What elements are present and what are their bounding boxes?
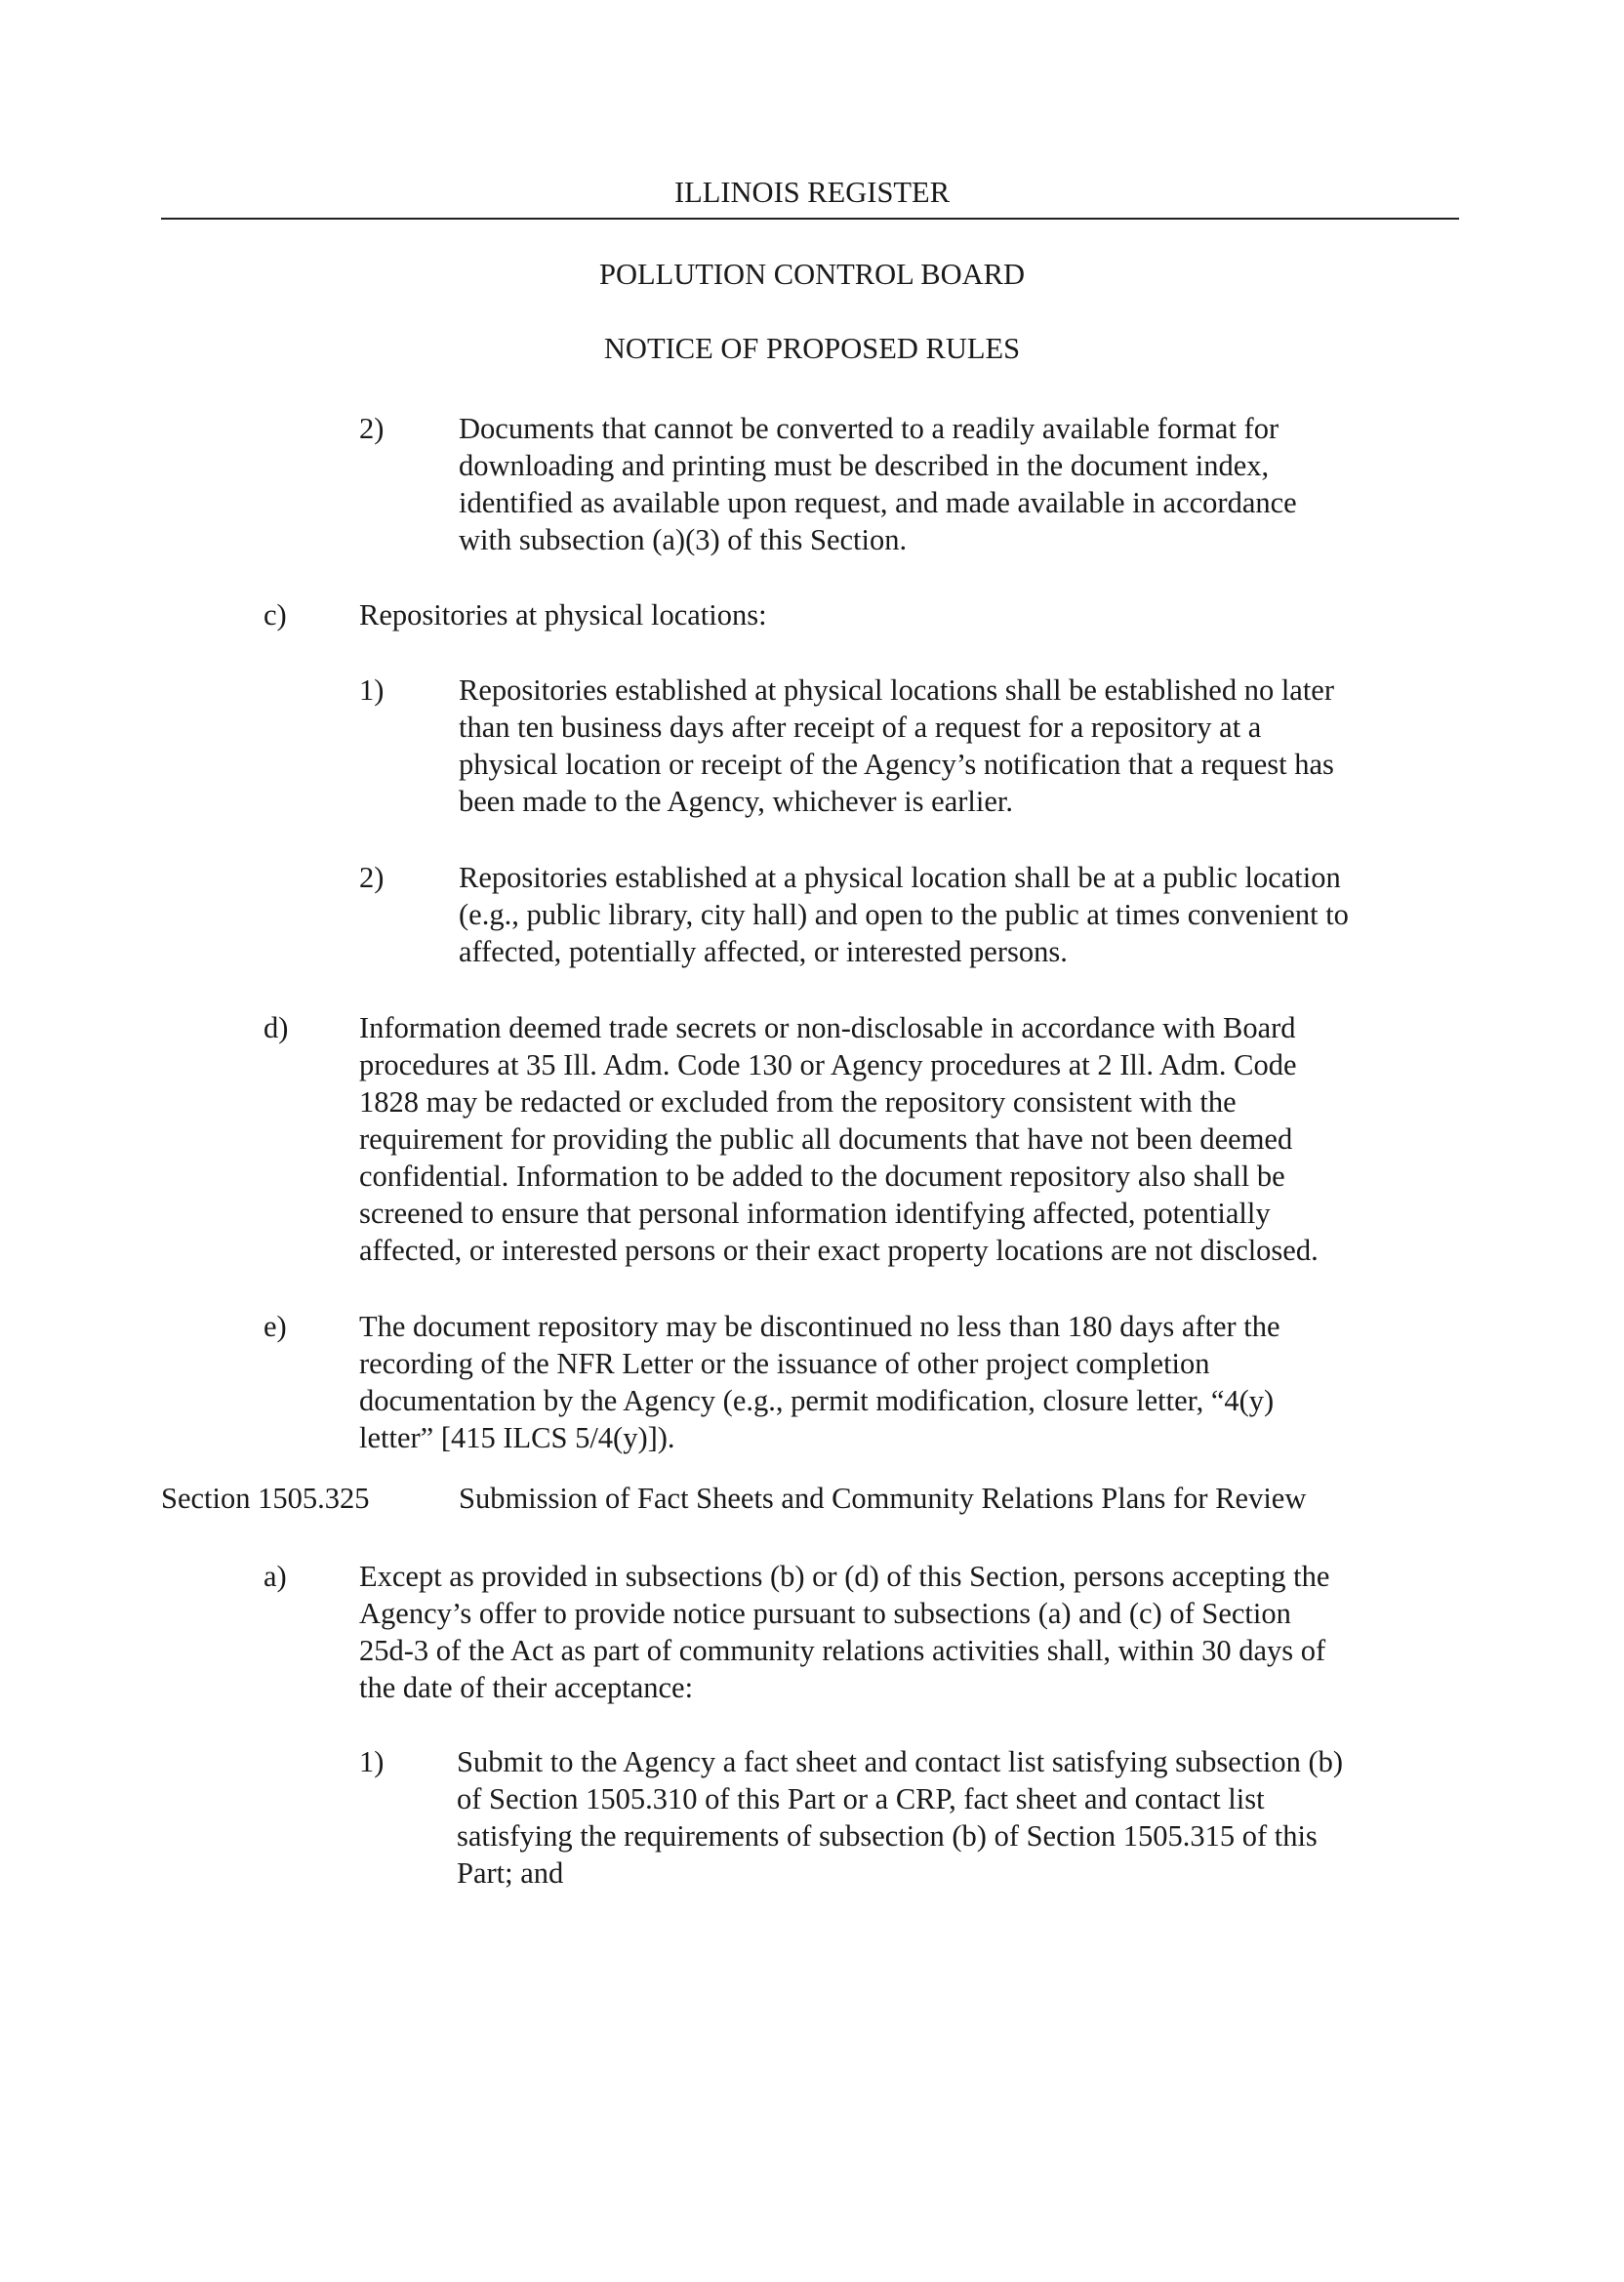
paragraph-line: letter” [415 ILCS 5/4(y)]).	[359, 1421, 675, 1454]
paragraph-line: (e.g., public library, city hall) and open to the public at times convenient to	[459, 898, 1349, 931]
paragraph-line: downloading and printing must be described in the document index,	[459, 449, 1270, 482]
paragraph-line: Repositories established at a physical location shall be at a public location	[459, 861, 1341, 894]
item-label-c1: 1)	[359, 673, 385, 707]
paragraph-line: Except as provided in subsections (b) or (d) of this Section, persons accepting the	[359, 1560, 1330, 1593]
paragraph-sa1	[457, 1743, 1343, 1892]
paragraph-line: The document repository may be discontinued no less than 180 days after the	[359, 1310, 1280, 1343]
paragraph-line: Agency’s offer to provide notice pursuant to subsections (a) and (c) of Section	[359, 1597, 1291, 1630]
paragraph-line: documentation by the Agency (e.g., permit modification, closure letter, “4(y)	[359, 1384, 1275, 1417]
paragraph-line: Repositories at physical locations:	[359, 598, 767, 632]
paragraph-line: the date of their acceptance:	[359, 1671, 694, 1704]
item-label-sa: a)	[264, 1560, 287, 1593]
item-label-c: c)	[264, 598, 287, 632]
paragraph-line: satisfying the requirements of subsection (b) of Section 1505.315 of this	[457, 1819, 1318, 1853]
paragraph-line: confidential. Information to be added to the document repository also shall be	[359, 1160, 1285, 1193]
paragraph-line: 25d-3 of the Act as part of community relations activities shall, within 30 days of	[359, 1634, 1326, 1667]
paragraph-b2	[459, 410, 1297, 558]
paragraph-c	[359, 596, 767, 633]
section-heading-text: Submission of Fact Sheets and Community Relations Plans for Review	[459, 1482, 1307, 1515]
paragraph-line: Information deemed trade secrets or non-disclosable in accordance with Board	[359, 1011, 1296, 1044]
item-label-sa1: 1)	[359, 1745, 385, 1778]
item-label-b2: 2)	[359, 412, 385, 445]
paragraph-line: Documents that cannot be converted to a readily available format for	[459, 412, 1279, 445]
paragraph-e	[359, 1308, 1280, 1456]
paragraph-line: 1828 may be redacted or excluded from the repository consistent with the	[359, 1085, 1237, 1119]
register-title: ILLINOIS REGISTER	[673, 176, 951, 209]
paragraph-line: Repositories established at physical locations shall be established no later	[459, 673, 1334, 707]
paragraph-c1	[459, 672, 1334, 820]
item-label-e: e)	[264, 1310, 287, 1343]
paragraph-line: than ten business days after receipt of a request for a repository at a	[459, 711, 1262, 744]
paragraph-line: physical location or receipt of the Agency’s notification that a request has	[459, 748, 1334, 781]
paragraph-sa	[359, 1558, 1329, 1706]
item-label-d: d)	[264, 1011, 289, 1044]
section-number: Section 1505.325	[161, 1482, 370, 1515]
paragraph-line: identified as available upon request, and made available in accordance	[459, 486, 1297, 519]
paragraph-line: affected, or interested persons or their exact property locations are not disclosed.	[359, 1234, 1319, 1267]
paragraph-line: Part; and	[457, 1856, 564, 1890]
paragraph-line: procedures at 35 Ill. Adm. Code 130 or Agency procedures at 2 Ill. Adm. Code	[359, 1048, 1297, 1081]
header-rule	[161, 218, 1459, 220]
paragraph-line: of Section 1505.310 of this Part or a CRP, fact sheet and contact list	[457, 1782, 1265, 1815]
paragraph-line: with subsection (a)(3) of this Section.	[459, 523, 908, 556]
paragraph-line: screened to ensure that personal information identifying affected, potentially	[359, 1197, 1271, 1230]
paragraph-line: requirement for providing the public all documents that have not been deemed	[359, 1122, 1293, 1156]
paragraph-line: been made to the Agency, whichever is earlier.	[459, 785, 1013, 818]
paragraph-c2	[459, 859, 1349, 970]
section-heading	[459, 1480, 1306, 1517]
paragraph-line: Submit to the Agency a fact sheet and contact list satisfying subsection (b)	[457, 1745, 1344, 1778]
item-label-c2: 2)	[359, 861, 385, 894]
notice-title: NOTICE OF PROPOSED RULES	[603, 332, 1021, 365]
agency-title: POLLUTION CONTROL BOARD	[598, 258, 1026, 291]
paragraph-d	[359, 1009, 1319, 1269]
paragraph-line: recording of the NFR Letter or the issuance of other project completion	[359, 1347, 1210, 1380]
paragraph-line: affected, potentially affected, or interested persons.	[459, 935, 1068, 968]
